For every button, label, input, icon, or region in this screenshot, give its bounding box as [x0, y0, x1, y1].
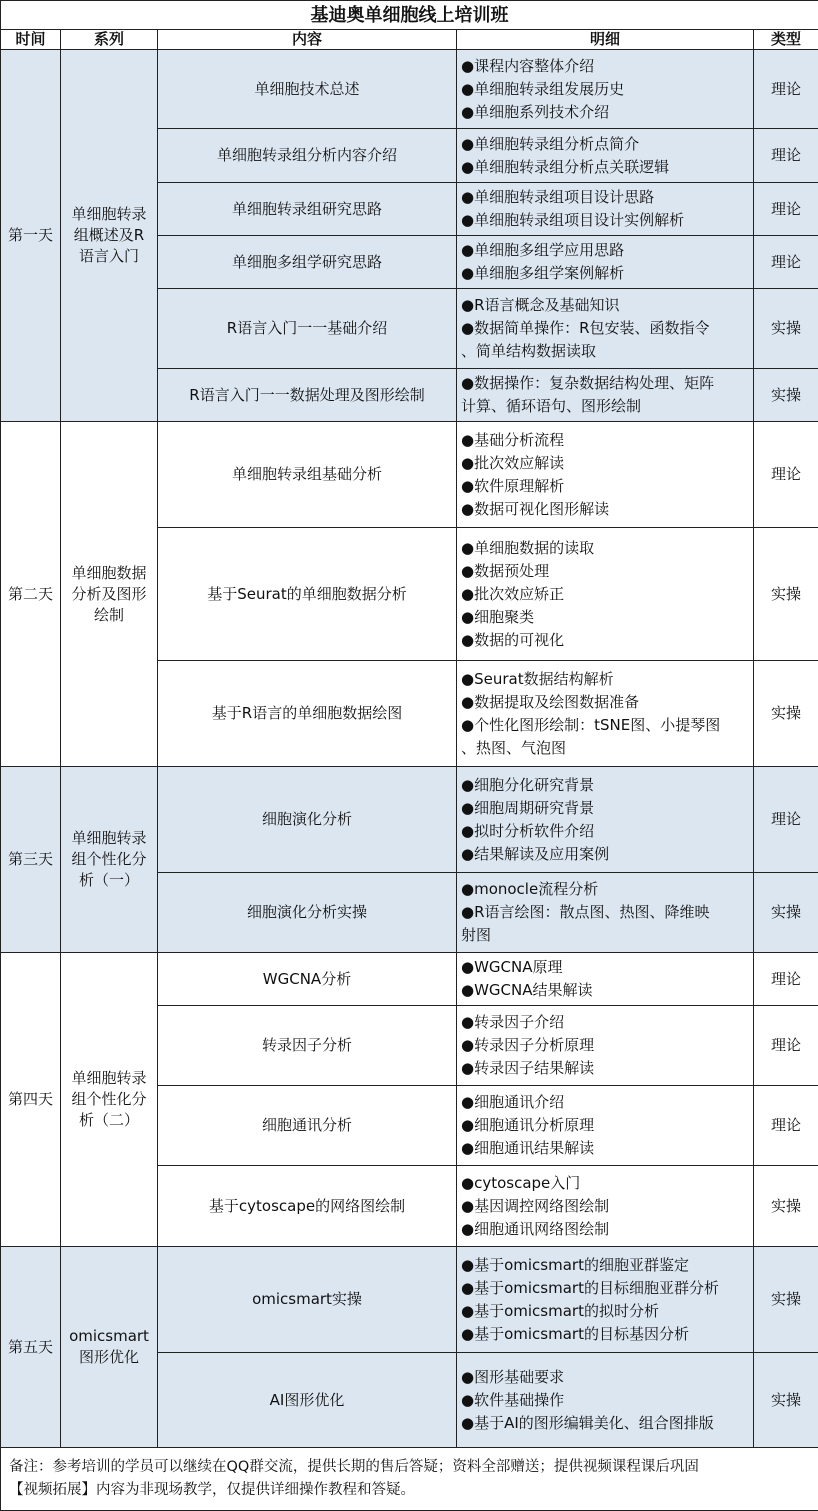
- content-cell: 转录因子分析: [158, 1006, 457, 1086]
- type-cell: 理论: [754, 1006, 818, 1086]
- detail-item: ●细胞分化研究背景: [461, 774, 749, 797]
- detail-item: ●细胞通讯结果解读: [461, 1137, 749, 1160]
- type-cell: 实操: [754, 528, 818, 661]
- type-cell: 实操: [754, 1247, 818, 1353]
- detail-cell: [457, 528, 754, 661]
- detail-cell: [457, 661, 754, 767]
- detail-item: 、热图、气泡图: [461, 737, 749, 760]
- detail-cell: [457, 236, 754, 289]
- type-cell: 实操: [754, 289, 818, 369]
- content-cell: omicsmart实操: [158, 1247, 457, 1353]
- detail-item: ●拟时分析软件介绍: [461, 820, 749, 843]
- detail-item: ●结果解读及应用案例: [461, 843, 749, 866]
- content-cell: 单细胞转录组研究思路: [158, 183, 457, 236]
- detail-item: ●细胞聚类: [461, 606, 749, 629]
- type-cell: 实操: [754, 369, 818, 422]
- type-cell: 实操: [754, 873, 818, 953]
- detail-cell: [457, 1166, 754, 1247]
- content-cell: 基于cytoscape的网络图绘制: [158, 1166, 457, 1247]
- type-cell: 实操: [754, 1353, 818, 1448]
- detail-item: ●数据提取及绘图数据准备: [461, 691, 749, 714]
- detail-item: ●单细胞转录组项目设计实例解析: [461, 209, 749, 232]
- table-row: [1, 50, 818, 129]
- detail-item: ●单细胞多组学应用思路: [461, 239, 749, 262]
- type-cell: 理论: [754, 236, 818, 289]
- type-cell: 实操: [754, 1166, 818, 1247]
- detail-item: ●基因调控网络图绘制: [461, 1195, 749, 1218]
- content-cell: 基于Seurat的单细胞数据分析: [158, 528, 457, 661]
- detail-cell: [457, 767, 754, 873]
- detail-item: ●批次效应矫正: [461, 583, 749, 606]
- detail-cell: [457, 129, 754, 183]
- content-cell: R语言入门一一基础介绍: [158, 289, 457, 369]
- detail-cell: [457, 873, 754, 953]
- detail-item: ●WGCNA原理: [461, 956, 749, 979]
- detail-item: ●WGCNA结果解读: [461, 979, 749, 1002]
- detail-item: 计算、循环语句、图形绘制: [461, 395, 749, 418]
- detail-item: ●数据可视化图形解读: [461, 498, 749, 521]
- note-line: 【视频拓展】内容为非现场教学，仅提供详细操作教程和答疑。: [9, 1479, 810, 1502]
- content-cell: 单细胞技术总述: [158, 50, 457, 129]
- detail-item: ●批次效应解读: [461, 452, 749, 475]
- type-cell: 理论: [754, 129, 818, 183]
- detail-item: ●细胞通讯介绍: [461, 1091, 749, 1114]
- detail-item: ●软件基础操作: [461, 1389, 749, 1412]
- detail-cell: [457, 1353, 754, 1448]
- detail-cell: [457, 1006, 754, 1086]
- detail-item: ●基于omicsmart的目标基因分析: [461, 1323, 749, 1346]
- detail-item: ●单细胞系列技术介绍: [461, 101, 749, 124]
- detail-item: ●基于AI的图形编辑美化、组合图排版: [461, 1412, 749, 1435]
- day-cell: 第三天: [1, 767, 61, 953]
- type-cell: 理论: [754, 422, 818, 528]
- content-cell: 单细胞转录组基础分析: [158, 422, 457, 528]
- detail-item: ●monocle流程分析: [461, 878, 749, 901]
- type-cell: 理论: [754, 50, 818, 129]
- detail-item: ●基于omicsmart的拟时分析: [461, 1300, 749, 1323]
- detail-item: 、简单结构数据读取: [461, 340, 749, 363]
- content-cell: WGCNA分析: [158, 953, 457, 1006]
- series-cell: 单细胞转录组个性化分析（一）: [61, 767, 158, 953]
- content-cell: 单细胞多组学研究思路: [158, 236, 457, 289]
- detail-item: ●转录因子结果解读: [461, 1057, 749, 1080]
- header-content: 内容: [158, 30, 457, 50]
- detail-item: ●cytoscape入门: [461, 1172, 749, 1195]
- detail-item: ●细胞周期研究背景: [461, 797, 749, 820]
- day-cell: 第二天: [1, 422, 61, 767]
- table-row: [1, 767, 818, 873]
- detail-item: ●Seurat数据结构解析: [461, 668, 749, 691]
- detail-item: ●数据的可视化: [461, 629, 749, 652]
- day-cell: 第五天: [1, 1247, 61, 1448]
- content-cell: AI图形优化: [158, 1353, 457, 1448]
- header-series: 系列: [61, 30, 158, 50]
- detail-item: ●数据操作：复杂数据结构处理、矩阵: [461, 372, 749, 395]
- detail-item: ●转录因子介绍: [461, 1011, 749, 1034]
- detail-item: ●单细胞多组学案例解析: [461, 262, 749, 285]
- detail-cell: [457, 1247, 754, 1353]
- detail-item: ●数据预处理: [461, 560, 749, 583]
- detail-item: ●基于omicsmart的目标细胞亚群分析: [461, 1277, 749, 1300]
- type-cell: 理论: [754, 953, 818, 1006]
- series-cell: 单细胞转录组概述及R语言入门: [61, 50, 158, 422]
- content-cell: R语言入门一一数据处理及图形绘制: [158, 369, 457, 422]
- note-line: 备注：参考培训的学员可以继续在QQ群交流，提供长期的售后答疑；资料全部赠送；提供视频课程课后巩固: [9, 1456, 810, 1479]
- detail-cell: [457, 183, 754, 236]
- table-row: [1, 422, 818, 528]
- header-type: 类型: [754, 30, 818, 50]
- detail-item: ●单细胞数据的读取: [461, 537, 749, 560]
- type-cell: 理论: [754, 767, 818, 873]
- content-cell: 细胞演化分析实操: [158, 873, 457, 953]
- schedule-body: [1, 50, 818, 1448]
- footer-note: [1, 1448, 818, 1511]
- detail-item: ●课程内容整体介绍: [461, 55, 749, 78]
- series-cell: omicsmart图形优化: [61, 1247, 158, 1448]
- series-cell: 单细胞转录组个性化分析（二）: [61, 953, 158, 1247]
- detail-item: ●基础分析流程: [461, 429, 749, 452]
- content-cell: 基于R语言的单细胞数据绘图: [158, 661, 457, 767]
- day-cell: 第四天: [1, 953, 61, 1247]
- detail-cell: [457, 369, 754, 422]
- detail-item: ●细胞通讯分析原理: [461, 1114, 749, 1137]
- detail-item: ●R语言绘图：散点图、热图、降维映: [461, 901, 749, 924]
- detail-cell: [457, 422, 754, 528]
- series-cell: 单细胞数据分析及图形绘制: [61, 422, 158, 767]
- table-row: [1, 1247, 818, 1353]
- detail-item: ●单细胞转录组分析点关联逻辑: [461, 156, 749, 179]
- detail-cell: [457, 289, 754, 369]
- detail-item: ●软件原理解析: [461, 475, 749, 498]
- type-cell: 理论: [754, 183, 818, 236]
- detail-cell: [457, 1086, 754, 1166]
- header-time: 时间: [1, 30, 61, 50]
- detail-cell: [457, 50, 754, 129]
- detail-item: ●单细胞转录组分析点简介: [461, 133, 749, 156]
- content-cell: 细胞演化分析: [158, 767, 457, 873]
- detail-item: ●细胞通讯网络图绘制: [461, 1218, 749, 1241]
- type-cell: 理论: [754, 1086, 818, 1166]
- detail-item: ●个性化图形绘制：tSNE图、小提琴图: [461, 714, 749, 737]
- detail-item: ●基于omicsmart的细胞亚群鉴定: [461, 1254, 749, 1277]
- type-cell: 实操: [754, 661, 818, 767]
- detail-item: ●R语言概念及基础知识: [461, 294, 749, 317]
- header-detail: 明细: [457, 30, 754, 50]
- detail-item: ●单细胞转录组项目设计思路: [461, 186, 749, 209]
- detail-item: ●转录因子分析原理: [461, 1034, 749, 1057]
- detail-cell: [457, 953, 754, 1006]
- table-row: [1, 953, 818, 1006]
- detail-item: ●数据简单操作：R包安装、函数指令: [461, 317, 749, 340]
- detail-item: ●图形基础要求: [461, 1366, 749, 1389]
- content-cell: 细胞通讯分析: [158, 1086, 457, 1166]
- detail-item: 射图: [461, 924, 749, 947]
- day-cell: 第一天: [1, 50, 61, 422]
- page-title: 基迪奥单细胞线上培训班: [1, 1, 818, 30]
- detail-item: ●单细胞转录组发展历史: [461, 78, 749, 101]
- content-cell: 单细胞转录组分析内容介绍: [158, 129, 457, 183]
